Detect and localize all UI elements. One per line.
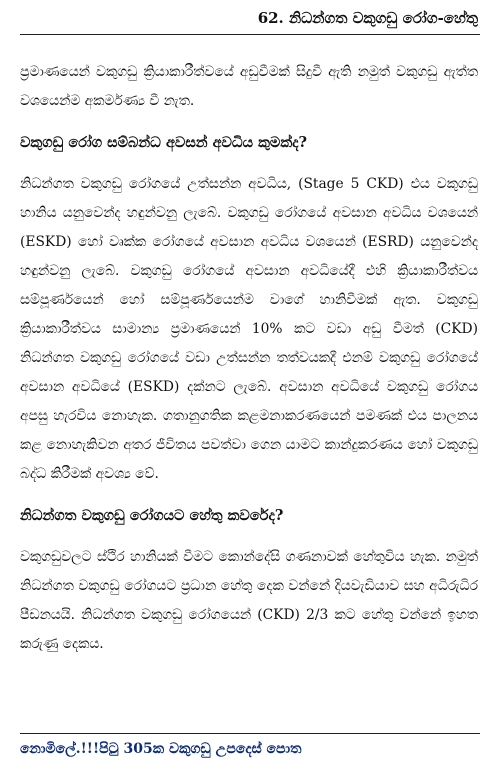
running-title: 62. නිධන්ගත වකුගඩු රෝග-හේතු	[257, 9, 478, 27]
paragraph-2: නිධන්ගත වකුගඩු රෝගයේ උත්සන්න අවධිය, (Stage 5 CKD) එය වකුගඩු හානිය යනුවෙන්ද හඳුන්වනු ලැබේ. වකුගඩු රෝගයේ අවසාන අවධිය වශයෙන් (ESKD) හෝ වෘක්ක රෝගයේ අවසාන අවධිය වශයෙන් (ESRD) යනුවෙන්ද හඳුන්වනු ලැබේ. වකුගඩු රෝගයේ අවසාන අවධියේදී එහි ක්‍රියාකාරීත්වය සම්පූර්ණයෙන් හෝ සම්පූර්ණයෙන්ම වාගේ හානිවීමක් ඇත. වකුගඩු ක්‍රියාකාරීත්වය සාමාන්‍ය ප්‍රමාණයෙන් 10% කට වඩා අඩු වීමත් (CKD) නිධන්ගත වකුගඩු රෝගයේ වඩා උත්සන්න තත්වයකදී එනම් වකුගඩු රෝගයේ අවසාන අවධියේ (ESKD) දක්නට ලැබේ. අවසාන අවධියේ වකුගඩු රෝගය අපසු හැරවිය නොහැක. ගතානුගතික කළමනාකරණයෙන් පමණක් එය පාලනය කළ නොහැකිවන අතර ජීවිතය පවත්වා ගෙන යාමට කාන්දුකරණය හෝ වකුගඩු බද්ධ කිරීමක් අවශ්‍ය වේ.	[20, 176, 478, 482]
running-header	[20, 6, 480, 35]
paragraph-1: ප්‍රමාණයෙන් වකුගඩු ක්‍රියාකාරීත්වයේ අඩුවීමක් සිදුවී ඇති නමුත් වකුගඩු ඇත්ත වශයෙන්ම අකර්මණ්‍ය වී නැත.	[20, 64, 478, 109]
paragraph-3: වකුගඩුවලට ස්ථිර හානියක් වීමට කොන්දේසි ගණනාවක් හේතුවිය හැක. නමුත් නිධන්ගත වකුගඩු රෝගයට ප්‍රධාන හේතු දෙක වන්නේ දියවැඩියාව සහ අධිරුධිර පීඩනයයි. නිධන්ගත වකුගඩු රෝගයෙන් (CKD) 2/3 කට හේතු වන්නේ ඉහත කරුණු දෙකය.	[20, 549, 478, 652]
page-footer	[20, 733, 480, 760]
heading-causes: නිධන්ගත වකුගඩු රෝගයට හේතු කවරේද?	[20, 507, 284, 524]
heading-end-stage: වකුගඩු රෝග සම්බන්ධ අවසන් අවධිය කුමක්ද?	[20, 134, 308, 151]
footer-book-title: නොමිලේ.!!!පිටු 305ක වකුගඩු උපදෙස් පොත	[20, 741, 302, 757]
page-body	[20, 58, 478, 673]
